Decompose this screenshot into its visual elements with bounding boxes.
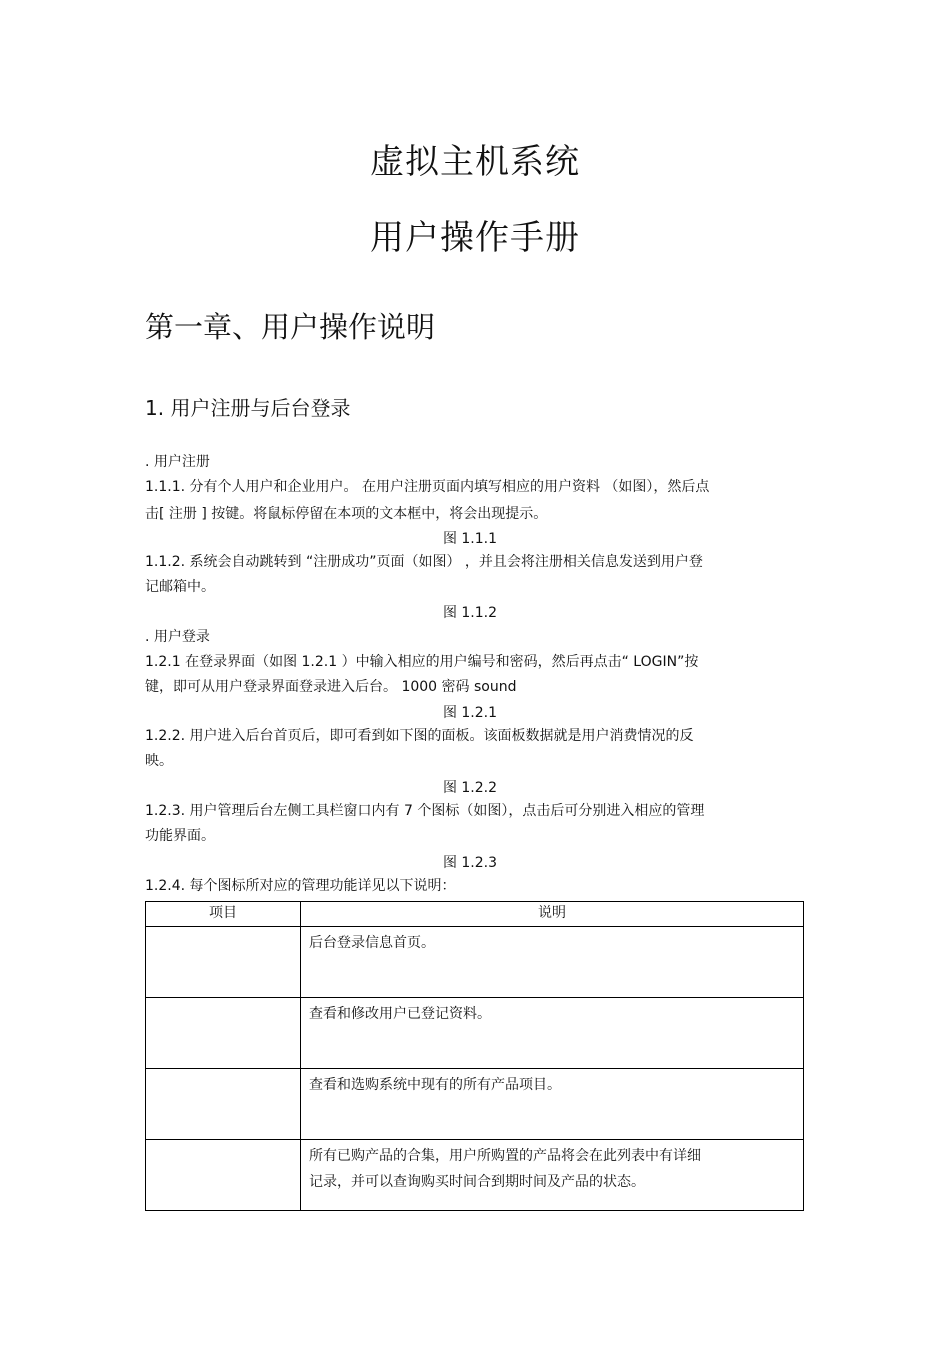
section-heading: 1. 用户注册与后台登录 xyxy=(145,396,351,420)
figure-caption-1-2-2: 图 1.2.2 xyxy=(442,780,498,796)
table-cell-desc xyxy=(301,927,804,998)
table-row xyxy=(146,1140,804,1211)
paragraph-1-2-3-line2: 功能界面。 xyxy=(145,828,215,844)
function-table xyxy=(145,901,804,1211)
table-cell-desc xyxy=(301,1069,804,1140)
table-header-row xyxy=(146,902,804,927)
table-row xyxy=(146,1069,804,1140)
figure-caption-1-2-1: 图 1.2.1 xyxy=(442,705,498,721)
table-cell-item xyxy=(146,998,301,1069)
table-cell-desc-line: 查看和选购系统中现有的所有产品项目。 xyxy=(309,1077,561,1093)
table-header-item: 项目 xyxy=(146,902,301,927)
table-cell-desc xyxy=(301,998,804,1069)
table-row xyxy=(146,998,804,1069)
table-cell-desc-line: 后台登录信息首页。 xyxy=(309,935,435,951)
table-cell-desc-line: 记录，并可以查询购买时间合到期时间及产品的状态。 xyxy=(309,1174,645,1190)
table-cell-item xyxy=(146,927,301,998)
paragraph-1-2-2-line1: 1.2.2. 用户进入后台首页后，即可看到如下图的面板。该面板数据就是用户消费情况的反 xyxy=(145,728,694,744)
paragraph-1-2-4: 1.2.4. 每个图标所对应的管理功能详见以下说明： xyxy=(145,878,456,894)
figure-caption-1-1-1: 图 1.1.1 xyxy=(442,531,498,547)
paragraph-1-2-3-line1: 1.2.3. 用户管理后台左侧工具栏窗口内有 7 个图标（如图），点击后可分别进入相应的管理 xyxy=(145,803,705,819)
subheading-login: . 用户登录 xyxy=(145,629,210,645)
paragraph-1-1-1-line2: 击[ 注册 ] 按键。将鼠标停留在本项的文本框中，将会出现提示。 xyxy=(145,506,548,522)
chapter-heading: 第一章、用户操作说明 xyxy=(145,310,436,344)
subheading-register: . 用户注册 xyxy=(145,454,210,470)
table-cell-desc-line: 所有已购产品的合集，用户所购置的产品将会在此列表中有详细 xyxy=(309,1148,701,1164)
figure-caption-1-2-3: 图 1.2.3 xyxy=(442,855,498,871)
paragraph-1-1-2-line2: 记邮箱中。 xyxy=(145,579,215,595)
paragraph-1-2-1-line1: 1.2.1 在登录界面（如图 1.2.1 ）中输入相应的用户编号和密码，然后再点击“ LOGIN”按 xyxy=(145,654,699,670)
paragraph-1-2-1-line2: 键，即可从用户登录界面登录进入后台。 1000 密码 sound xyxy=(145,679,517,695)
table-cell-item xyxy=(146,1140,301,1211)
table-cell-desc-line: 查看和修改用户已登记资料。 xyxy=(309,1006,491,1022)
document-subtitle: 用户操作手册 xyxy=(370,218,580,258)
document-title: 虚拟主机系统 xyxy=(370,142,580,182)
table-cell-desc xyxy=(301,1140,804,1211)
paragraph-1-2-2-line2: 映。 xyxy=(145,753,173,769)
table-cell-item xyxy=(146,1069,301,1140)
paragraph-1-1-1-line1: 1.1.1. 分有个人用户和企业用户。 在用户注册页面内填写相应的用户资料 （如图），然后点 xyxy=(145,479,710,495)
paragraph-1-1-2-line1: 1.1.2. 系统会自动跳转到 “注册成功”页面（如图） ，并且会将注册相关信息发送到用户登 xyxy=(145,554,703,570)
table-header-desc: 说明 xyxy=(301,902,804,927)
table-row xyxy=(146,927,804,998)
figure-caption-1-1-2: 图 1.1.2 xyxy=(442,605,498,621)
